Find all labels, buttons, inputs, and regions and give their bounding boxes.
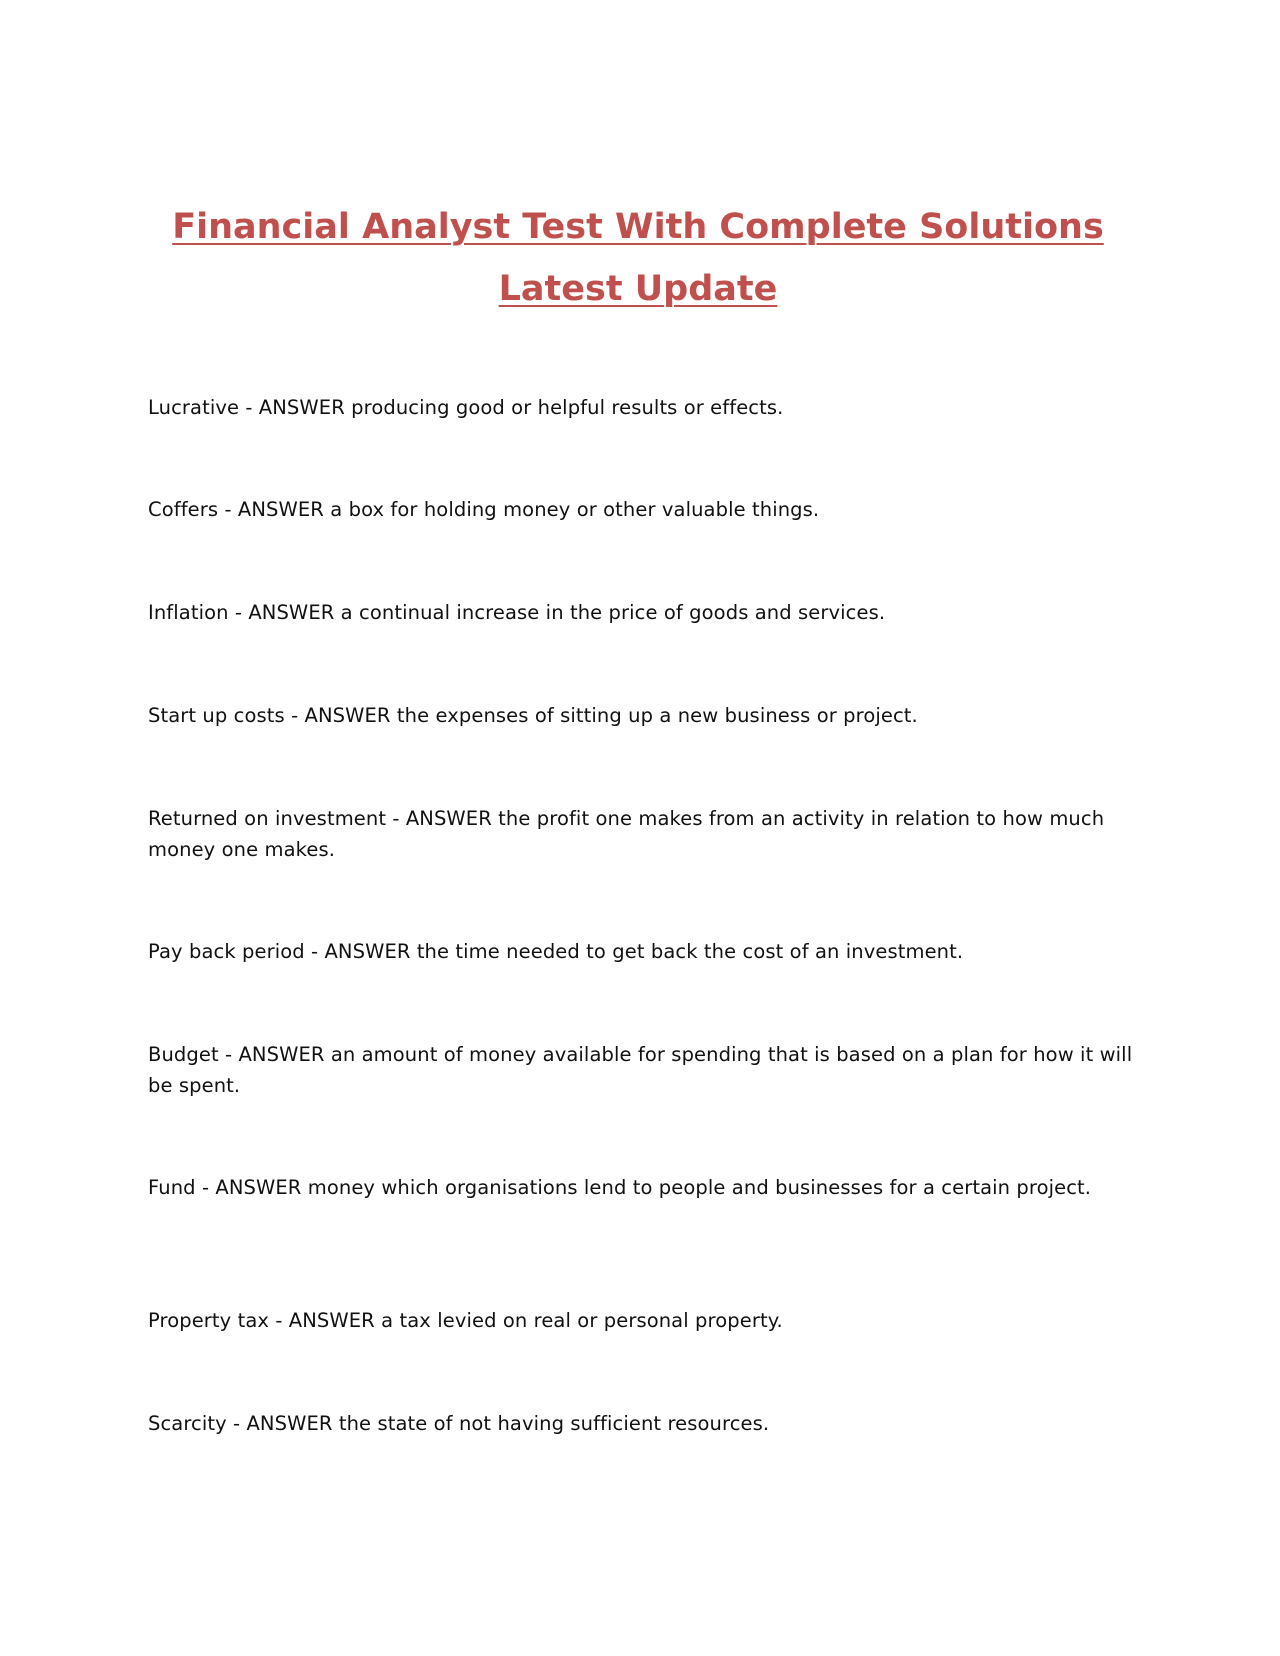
glossary-entry-inflation: Inflation - ANSWER a continual increase in the price of goods and services. [148, 601, 886, 624]
title-line-2: Latest Update [498, 269, 778, 309]
glossary-entry-coffers: Coffers - ANSWER a box for holding money or other valuable things. [148, 498, 820, 521]
glossary-entry-pay-back-period: Pay back period - ANSWER the time needed to get back the cost of an investment. [148, 940, 964, 963]
glossary-entry-fund: Fund - ANSWER money which organisations lend to people and businesses for a certain project. [148, 1176, 1092, 1199]
glossary-entry-property-tax: Property tax - ANSWER a tax levied on real or personal property. [148, 1309, 783, 1332]
glossary-entry-scarcity: Scarcity - ANSWER the state of not having sufficient resources. [148, 1412, 770, 1435]
document-title [140, 196, 1136, 320]
glossary-entry-start-up-costs: Start up costs - ANSWER the expenses of sitting up a new business or project. [148, 704, 918, 727]
glossary-entry-returned-on-investment: Returned on investment - ANSWER the profit one makes from an activity in relation to how much money one makes. [148, 807, 1105, 861]
title-line-1: Financial Analyst Test With Complete Solutions [172, 207, 1104, 247]
glossary-entry-lucrative: Lucrative - ANSWER producing good or helpful results or effects. [148, 396, 784, 419]
glossary-entry-budget: Budget - ANSWER an amount of money available for spending that is based on a plan for how it will be spent. [148, 1043, 1133, 1097]
